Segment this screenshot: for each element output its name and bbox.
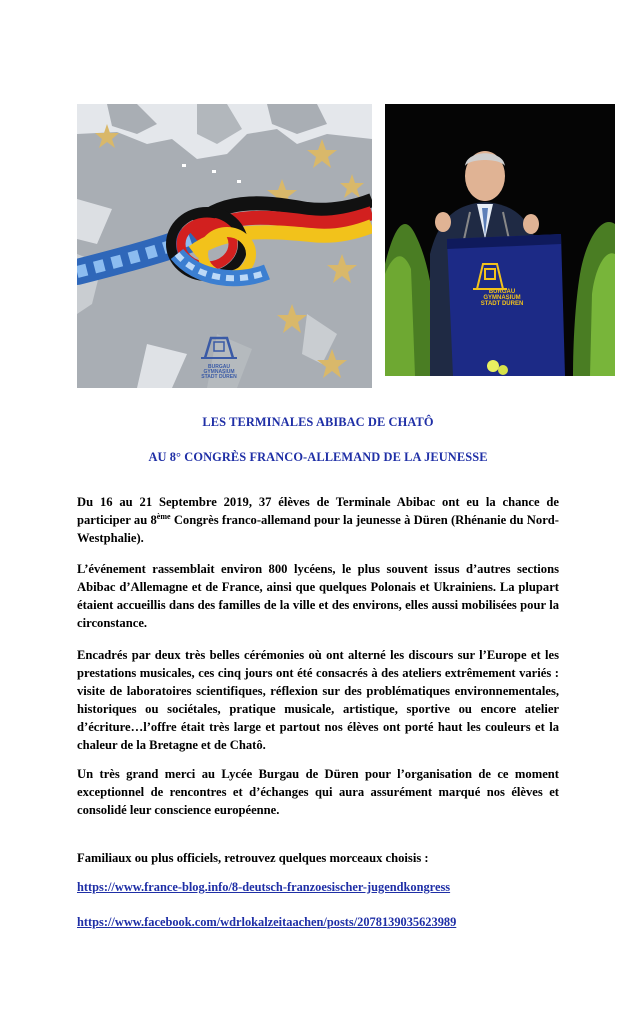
speaker-photo bbox=[385, 104, 615, 376]
congress-poster-image bbox=[77, 104, 372, 388]
paragraph-dates-part-1: Du 16 au 21 Septembre 2019, 37 élèves de Terminale Abibac ont eu la chance de participer au 8 bbox=[77, 495, 559, 527]
paragraph-thanks: Un très grand merci au Lycée Burgau de Düren pour l’organisation de ce moment exceptionnel de rencontres et d’échanges qui aura assurément marqué nos élèves et consolidé leur conscience européenne. bbox=[77, 767, 559, 817]
link-france-blog[interactable]: https://www.france-blog.info/8-deutsch-franzoesischer-jugendkongress bbox=[77, 880, 451, 894]
speaker-at-podium-illustration bbox=[385, 104, 615, 376]
podium-logo-line-1: BURGAU bbox=[488, 289, 516, 295]
article-title: LES TERMINALES ABIBAC DE CHATÔ bbox=[202, 415, 434, 429]
logo-line-2: GYMNASIUM bbox=[203, 369, 235, 375]
link-facebook-wdr[interactable]: https://www.facebook.com/wdrlokalzeitaachen/posts/2078139035623989 bbox=[77, 915, 457, 929]
paragraph-links-intro: Familiaux ou plus officiels, retrouvez quelques morceaux choisis : bbox=[77, 851, 429, 865]
logo-line-3: STADT DÜREN bbox=[201, 374, 237, 380]
paragraph-workshops: Encadrés par deux très belles cérémonies où ont alterné les discours sur l’Europe et les prestations musicales, ces cinq jours ont été consacrés à des ateliers extrêmement variés : visite de laboratoires scientifiques, réflexion sur des problématiques environnementales, historiques ou sociétales, pratique musicale, artistique, sportive ou encore atelier d’écriture…l’offre était très large et partout nos élèves ont porté haut les couleurs et la chaleur de la Bretagne et de Chatô. bbox=[77, 648, 559, 752]
logo-line-1: BURGAU bbox=[208, 364, 230, 370]
podium-logo-line-2: GYMNASIUM bbox=[483, 295, 521, 301]
podium-logo bbox=[472, 289, 532, 307]
ordinal-suffix: ème bbox=[156, 511, 171, 521]
paragraph-event: L’événement rassemblait environ 800 lycéens, le plus souvent issus d’autres sections Abibac d’Allemagne et de France, ainsi que quelques Polonais et Ukrainiens. La plupart étaient accueillis dans des familles de la ville et des environs, elles aussi mobilisées pour la circonstance. bbox=[77, 562, 559, 630]
paragraph-dates bbox=[77, 493, 559, 547]
podium-logo-line-3: STADT DÜREN bbox=[480, 301, 524, 307]
paragraph-dates-part-2: Congrès franco-allemand pour la jeunesse à Düren (Rhénanie du Nord- Westphalie). bbox=[77, 513, 559, 545]
article-subtitle: AU 8° CONGRÈS FRANCO-ALLEMAND DE LA JEUNESSE bbox=[148, 450, 488, 464]
burgau-gymnasium-logo bbox=[195, 334, 243, 380]
